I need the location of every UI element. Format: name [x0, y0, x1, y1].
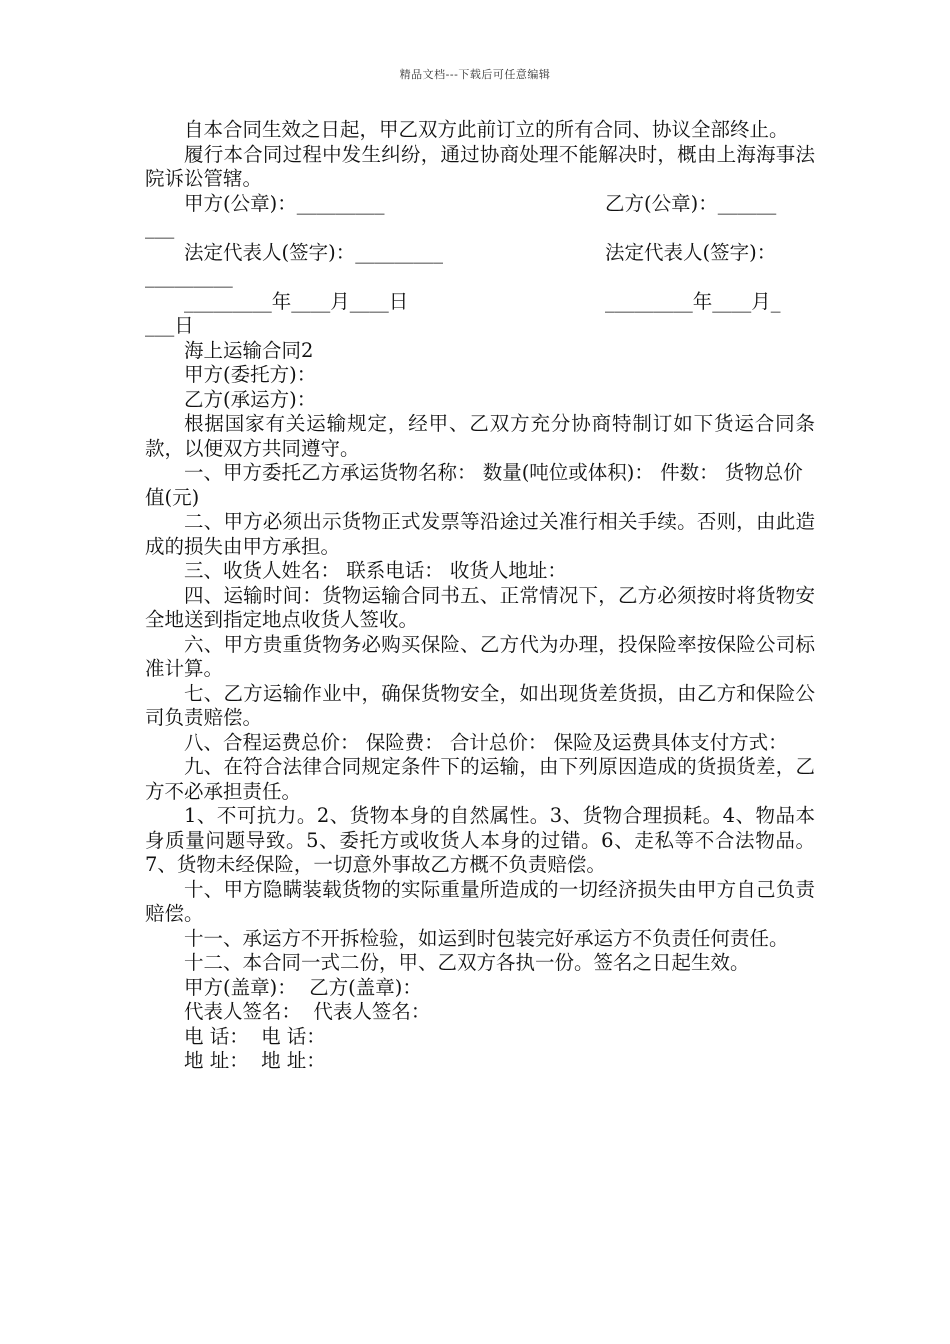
clause-12-copies: 十二、本合同一式二份，甲、乙双方各执一份。签名之日起生效。 — [184, 951, 750, 974]
clause-9-list: 1、不可抗力。2、货物本身的自然属性。3、货物合理损耗。4、物品本身质量问题导致。5、委托方或收货人本身的过错。6、走私等不合法物品。7、货物未经保险，一切意外事故乙方概不负责赔偿。 — [145, 804, 815, 876]
clause-preamble: 根据国家有关运输规定，经甲、乙双方充分协商特制订如下货运合同条款，以便双方共同遵守。 — [145, 412, 815, 460]
sign-line-representatives: 代表人签名： 代表人签名： — [184, 1000, 431, 1023]
seal-row — [145, 192, 815, 217]
party-a-seal-line: 甲方(公章)：_________ — [184, 191, 385, 215]
clause-6-insurance: 六、甲方贵重货物务必购买保险、乙方代为办理，投保险率按保险公司标准计算。 — [145, 632, 815, 680]
party-a-consignor: 甲方(委托方)： — [184, 363, 317, 386]
clause-4-5-timing: 四、运输时间：货物运输合同书五、正常情况下，乙方必须按时将货物安全地送到指定地点收货人签收。 — [145, 583, 815, 631]
clause-7-safety: 七、乙方运输作业中，确保货物安全，如出现货差货损，由乙方和保险公司负责赔偿。 — [145, 681, 815, 729]
clause-9-exemptions: 九、在符合法律合同规定条件下的运输，由下列原因造成的货损货差，乙方不必承担责任。 — [145, 755, 815, 803]
paragraph-jurisdiction: 履行本合同过程中发生纠纷，通过协商处理不能解决时，概由上海海事法院诉讼管辖。 — [145, 142, 815, 190]
party-b-representative-line: 法定代表人(签字)： — [605, 240, 777, 264]
party-a-date-line: _________年____月____日 — [184, 289, 409, 313]
clause-8-fees: 八、合程运费总价： 保险费： 合计总价： 保险及运费具体支付方式： — [184, 730, 788, 754]
party-b-seal-continuation: ___ — [145, 216, 175, 239]
paragraph-termination: 自本合同生效之日起，甲乙双方此前订立的所有合同、协议全部终止。 — [184, 118, 789, 141]
date-row — [145, 290, 815, 315]
party-b-representative-continuation: _________ — [145, 265, 233, 288]
party-b-carrier: 乙方(承运方)： — [184, 387, 317, 411]
party-b-seal-line: 乙方(公章)：______ — [605, 191, 777, 215]
page-header: 精品文档---下载后可任意编辑 — [399, 68, 551, 81]
party-b-date-line: _________年____月_ — [605, 289, 781, 313]
sign-line-address: 地 址： 地 址： — [184, 1049, 326, 1072]
clause-3-consignee: 三、收货人姓名： 联系电话： 收货人地址： — [184, 559, 567, 582]
clause-11-inspection: 十一、承运方不开拆检验，如运到时包装完好承运方不负责任何责任。 — [184, 926, 789, 950]
representative-row — [145, 241, 815, 266]
clause-10-concealment: 十、甲方隐瞒装载货物的实际重量所造成的一切经济损失由甲方自己负责赔偿。 — [145, 877, 815, 925]
party-b-date-continuation: ___日 — [145, 314, 194, 337]
sign-line-phone: 电 话： 电 话： — [184, 1024, 326, 1048]
contract-title: 海上运输合同2 — [184, 338, 314, 362]
party-a-representative-line: 法定代表人(签字)：_________ — [184, 240, 443, 264]
clause-1-goods: 一、甲方委托乙方承运货物名称： 数量(吨位或体积)： 件数： 货物总价值(元) — [145, 461, 803, 509]
sign-line-seals: 甲方(盖章)： 乙方(盖章)： — [184, 975, 422, 999]
document-body — [145, 118, 815, 1074]
clause-2-documents: 二、甲方必须出示货物正式发票等沿途过关准行相关手续。否则，由此造成的损失由甲方承担。 — [145, 510, 815, 558]
